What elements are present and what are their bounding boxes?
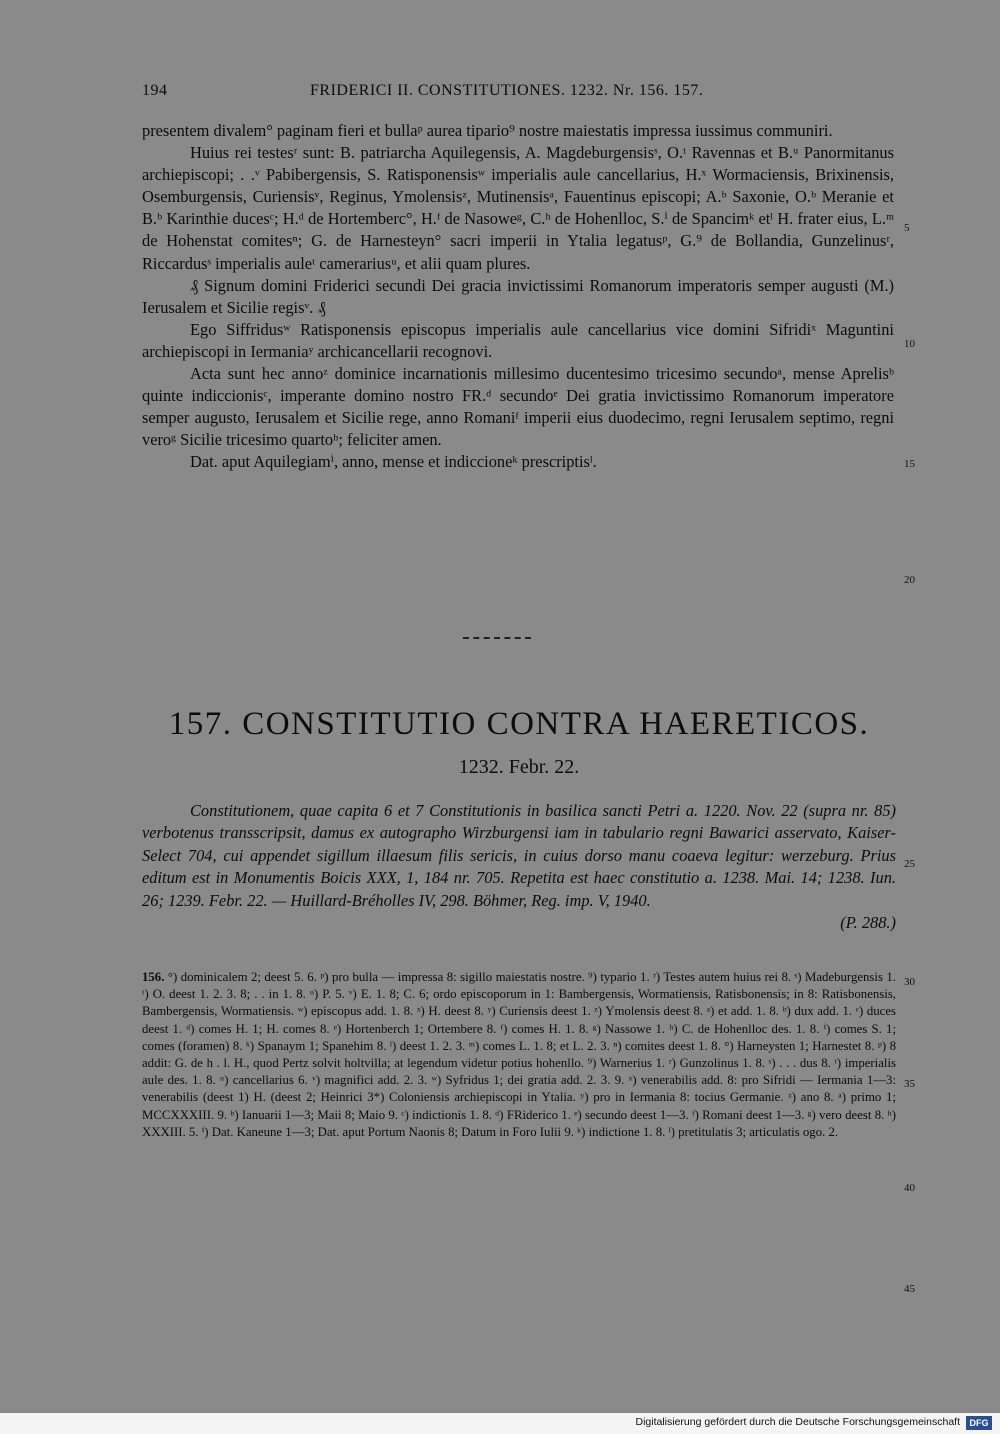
line-number: 45 [904, 1283, 915, 1295]
page-number: 194 [142, 82, 168, 99]
editorial-introduction [142, 800, 896, 934]
dating-paragraph: Acta sunt hec annoᶻ dominice incarnationis millesimo ducentesimo tricesimo secundoᵃ, mense Aprelisᵇ quinte indiccionisᶜ, imperante domino nostro FR.ᵈ secundoᵉ Dei gratia invictissimo Romanorum imperatore semper augusto, Ierusalem et Sicilie rege, anno Romaniᶠ imperii eius duodecimo, regni Ierusalem septimo, regni veroᵍ Sicilie tricesimo quartoʰ; feliciter amen. [142, 364, 894, 450]
line-number: 20 [904, 574, 915, 586]
apparatus-label: 156. [142, 970, 165, 984]
charter-text [142, 120, 894, 474]
section-divider [463, 637, 531, 641]
apparatus-text [142, 969, 896, 1141]
apparatus-notes: °) dominicalem 2; deest 5. 6. ᵖ) pro bulla — impressa 8: sigillo maiestatis nostre. ⁹) typario 1. ʳ) Testes autem huius rei 8. ˢ) Madeburgensis 1. ᵗ) O. deest 1. 2. 3. 8; . . in 1. 8. ᵘ) P. 5. ᵛ) E. 1. 8; C. 6; ordo episcoporum in 1: Bambergensis, Wormatiensis, Ratisbonensis; in 8: Ratisbonensis, Bambergensis, Wormatiensis. ʷ) episcopus add. 1. 8. ˣ) H. deest 8. ʸ) Curiensis deest 1. ᶻ) Ymolensis deest 8. ᵃ) et add. 1. 8. ᵇ) dux add. 1. ᶜ) duces deest 1. ᵈ) comes H. 1; H. comes 8. ᵉ) Hortenberch 1; Ortembere 8. ᶠ) comes H. 1. 8. ᵍ) Nassowe 1. ʰ) C. de Hohenlloc des. 1. 8. ⁱ) comes S. 1; comes (foramen) 8. ᵏ) Spanaym 1; Spanehim 8. ˡ) deest 1. 2. 3. ᵐ) comes L. 1. 8; et L. 2. 3. ⁿ) comites deest 1. 8. °) Harneysten 1; Harnestet 8. ᵖ) 8 addit: G. de h . l. H., quod Pertz solvit holtvilla; at legendum videtur potius hohenllo. ⁹) Warnerius 1. ʳ) Gunzolinus 1. 8. ˢ) . . . dus 8. ᵗ) imperialis aule des. 1. 8. ᵘ) cancellarius 6. ᵛ) magnifici add. 2. 3. ʷ) Syfridus 1; dei gratia add. 2. 3. 9. ˣ) venerabilis add. 8: pro Sifridi — Iermania 1—3: venerabilis (deest 1) H. (deest 2; Heinrici 3*) Coloniensis archiepiscopi in Ytalia. ʸ) pro in Iermania 8: tocius Germanie. ᶻ) ano 8. ᵃ) primo 1; MCCXXXIII. 9. ᵇ) Ianuarii 1—3; Maii 8; Maio 9. ᶜ) indictionis 1. 8. ᵈ) FRiderico 1. ᵉ) secundo deest 1—3. ᶠ) Romani deest 1—3. ᵍ) vero deest 8. ʰ) XXXIII. 5. ⁱ) Dat. Kaneune 1—3; Dat. aput Portum Naonis 8; Datum in Foro Iulii 9. ᵏ) indictione 1. 8. ˡ) pretitulatis 3; articulatis ogo. 2. [142, 970, 897, 1139]
intro-reference: (P. 288.) [840, 913, 896, 933]
document-date: 1232. Febr. 22. [458, 756, 580, 778]
line-number: 30 [904, 976, 915, 988]
witness-list: Huius rei testesʳ sunt: B. patriarcha Aquilegensis, A. Magdeburgensisˢ, O.ᵗ Ravennas et B.ᵘ Panormitanus archiepiscopi; . .ᵛ Pabibergensis, S. Ratisponensisʷ imperialis aule cancellarius, H.ˣ Wormaciensis, Brixinensis, Osemburgensis, Curiensisʸ, Reginus, Ymolensisᶻ, Mutinensisᵃ, Fauentinus episcopi; A.ᵇ Saxonie, O.ᵇ Meranie et B.ᵇ Karinthie ducesᶜ; H.ᵈ de Hortemberc°, H.ᶠ de Nasoweᵍ, C.ʰ de Hohenlloc, S.ⁱ de Spancimᵏ etˡ H. frater eius, L.ᵐ de Hohenstat comitesⁿ; G. de Harnesteyn° sacri imperii in Ytalia legatusᵖ, G.⁹ de Bollandia, Gunzelinusʳ, Riccardusˢ imperialis auleᵗ camerariusᵘ, et alii quam plures. [142, 143, 894, 273]
line-number: 35 [904, 1078, 915, 1090]
line-number: 25 [904, 858, 915, 870]
line-number: 10 [904, 338, 915, 350]
charter-paragraph: presentem divalem° paginam fieri et bullaᵖ aurea tipario⁹ nostre maiestatis impressa iussimus communiri. [142, 121, 833, 140]
funding-credit: Digitalisierung gefördert durch die Deutsche Forschungsgemeinschaft [635, 1416, 960, 1428]
line-number: 15 [904, 458, 915, 470]
dfg-logo-icon: DFG [966, 1416, 992, 1430]
intro-text: Constitutionem, quae capita 6 et 7 Constitutionis in basilica sancti Petri a. 1220. Nov. 22 (supra nr. 85) verbotenus transscripsit, damus ex autographo Wirzburgensi iam in tabulario regni Bawarici asservato, Kaiser-Select 704, cui appendet sigillum illaesum filis sericis, in cuius dorso manu coaeva legitur: werzeburg. Prius editum est in Monumentis Boicis XXX, 1, 184 nr. 705. Repetita est haec constitutio a. 1238. Mai. 14; 1238. Iun. 26; 1239. Febr. 22. — Huillard-Bréholles IV, 298. Böhmer, Reg. imp. V, 1940. [142, 801, 896, 910]
critical-apparatus [142, 969, 896, 1141]
running-title: FRIDERICI II. CONSTITUTIONES. 1232. Nr. 156. 157. [310, 82, 704, 99]
recognition-paragraph: Ego Siffridusʷ Ratisponensis episcopus imperialis aule cancellarius vice domini Sifridiˣ Maguntini archiepiscopi in Iermaniaʸ archicancellarii recognovi. [142, 319, 894, 361]
footer-bar [0, 1413, 1000, 1434]
signum-paragraph: ₰ Signum domini Friderici secundi Dei gracia invictissimi Romanorum imperatoris semper augusti (M.) Ierusalem et Sicilie regisᵛ. ₰ [142, 275, 894, 317]
document-title: 157. CONSTITUTIO CONTRA HAERETICOS. [168, 706, 870, 742]
place-paragraph: Dat. aput Aquilegiamⁱ, anno, mense et indiccioneᵏ prescriptisˡ. [190, 452, 597, 472]
line-number: 40 [904, 1182, 915, 1194]
line-number: 5 [904, 222, 910, 234]
